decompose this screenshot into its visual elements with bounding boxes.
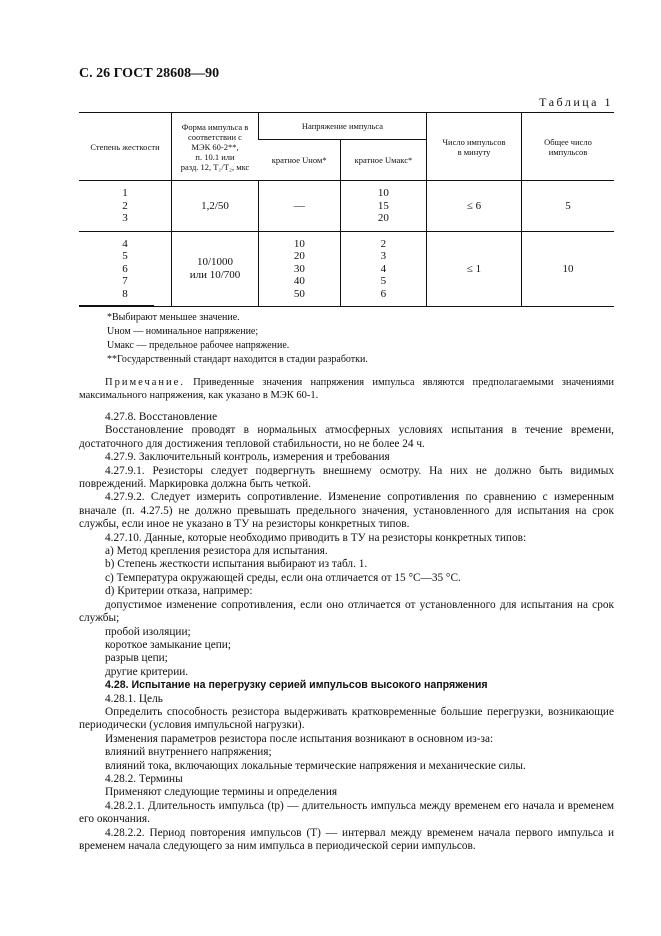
col-header-pulse-shape xyxy=(172,113,259,181)
paragraph: 4.27.10. Данные, которые необходимо приводить в ТУ на резисторы конкретных типов: xyxy=(105,531,527,544)
cell-total: 5 xyxy=(522,181,615,232)
cell-line: 10 xyxy=(293,237,305,250)
cell-line: 4 xyxy=(380,262,387,275)
paragraph: допустимое изменение сопротивления, если оно отличается от установленного для испытания на срок службы; xyxy=(79,598,614,625)
header-line: Общее число xyxy=(544,136,592,147)
cell-line: 2 xyxy=(122,199,128,212)
cell-total: 10 xyxy=(522,231,615,307)
paragraph: 4.28.2.2. Период повторения импульсов (T) — интервал между временем начала первого импульса и временем начала следующего за ним импульса в периодической серии импульсов. xyxy=(79,826,614,852)
footnote-3: Uмакс — предельное рабочее напряжение. xyxy=(107,340,290,351)
paragraph: пробой изоляции; xyxy=(105,625,191,638)
header-line: МЭК 60-2**, xyxy=(191,141,239,152)
paragraph: короткое замыкание цепи; xyxy=(105,638,231,651)
header-line: разд. 12, T₁/T₂, мкс xyxy=(180,161,250,172)
cell-severity xyxy=(79,181,172,232)
col-header-unom: кратное Uном* xyxy=(259,140,341,181)
paragraph: 4.27.9.2. Следует измерить сопротивление. Изменение сопротивления по сравнению с измеренным вначале (п. 4.27.5) не должно превышать предельного значения, установленного для испытания на срок службы, если иное не указано в ТУ на резисторы конкретных типов. xyxy=(79,491,614,531)
cell-line: 8 xyxy=(122,287,128,300)
table-row xyxy=(79,231,614,307)
cell-line: 3 xyxy=(380,250,387,262)
cell-line: — xyxy=(293,199,305,212)
cell-line: 6 xyxy=(122,262,128,275)
paragraph: c) Температура окружающей среды, если она отличается от 15 °С—35 °С. xyxy=(105,571,461,584)
table-caption: Таблица 1 xyxy=(539,95,613,109)
cell-line: 15 xyxy=(377,199,389,212)
page-header: С. 26 ГОСТ 28608—90 xyxy=(79,66,220,81)
paragraph: Восстановление проводят в нормальных атмосферных условиях испытания в течение времени, достаточного для достижения тепловой стабильности, но не более 24 ч. xyxy=(79,424,614,450)
col-header-severity: Степень жесткости xyxy=(79,113,172,181)
section-heading: 4.28. Испытание на перегрузку серией импульсов высокого напряжения xyxy=(105,679,488,692)
cell-unom xyxy=(259,231,341,307)
body-text xyxy=(79,411,614,853)
cell-line: 3 xyxy=(122,212,128,224)
cell-line: 10/1000 xyxy=(196,256,234,269)
cell-severity xyxy=(79,231,172,307)
paragraph: a) Метод крепления резистора для испытания. xyxy=(105,545,328,558)
cell-line: 30 xyxy=(293,262,305,275)
col-header-total-pulses xyxy=(522,113,615,181)
cell-umax xyxy=(340,231,426,307)
header-line: соответствии с xyxy=(188,131,242,142)
cell-unom xyxy=(259,181,341,232)
footnote-1: *Выбирают меньшее значение. xyxy=(107,312,240,323)
paragraph: другие критерии. xyxy=(105,665,189,678)
cell-line: 40 xyxy=(293,275,305,287)
header-line: Форма импульса в xyxy=(181,121,249,132)
paragraph: 4.27.9.1. Резисторы следует подвергнуть внешнему осмотру. На них не должно быть видимых повреждений. Маркировка должна быть четкой. xyxy=(79,464,614,491)
footnote-4: **Государственный стандарт находится в стадии разработки. xyxy=(107,354,368,365)
paragraph: Применяют следующие термины и определения xyxy=(105,786,338,799)
header-line: Число импульсов xyxy=(442,136,506,147)
header-line: импульсов xyxy=(548,146,588,157)
cell-line: 50 xyxy=(293,287,305,300)
cell-line: 5 xyxy=(380,275,387,287)
note-label: Примечание. xyxy=(105,377,185,388)
paragraph: b) Степень жесткости испытания выбирают из табл. 1. xyxy=(105,558,368,571)
col-header-pulse-voltage: Напряжение импульса xyxy=(259,113,427,140)
cell-umax xyxy=(340,181,426,232)
paragraph: 4.28.2. Термины xyxy=(105,772,183,785)
cell-per-minute: ≤ 6 xyxy=(427,181,522,232)
footnote-rule xyxy=(79,305,154,306)
cell-line: 20 xyxy=(377,212,389,224)
test-severity-table xyxy=(79,112,614,307)
cell-line: 4 xyxy=(122,237,128,250)
cell-line: 10 xyxy=(377,187,389,199)
paragraph: 4.28.2.1. Длительность импульса (tp) — длительность импульса между временем его начала и временем его окончания. xyxy=(79,799,614,826)
cell-line: 5 xyxy=(122,250,128,262)
cell-pulse-shape xyxy=(172,181,259,232)
col-header-umax: кратное Uмакс* xyxy=(340,140,426,181)
cell-line: 20 xyxy=(293,250,305,262)
cell-per-minute: ≤ 1 xyxy=(427,231,522,307)
cell-line: 6 xyxy=(380,287,387,300)
cell-line: 1,2/50 xyxy=(201,199,229,212)
cell-pulse-shape xyxy=(172,231,259,307)
note-text: Приведенные значения напряжения импульса являются предполагаемыми значениями максимального напряжения, как указано в МЭК 60-1. xyxy=(79,377,614,401)
paragraph: 4.27.9. Заключительный контроль, измерения и требования xyxy=(105,451,390,464)
paragraph: 4.27.8. Восстановление xyxy=(105,411,218,423)
cell-line: или 10/700 xyxy=(189,268,241,281)
footnote-2: Uном — номинальное напряжение; xyxy=(107,326,259,337)
paragraph: влияний тока, включающих локальные термические напряжения и механические силы. xyxy=(105,759,526,772)
cell-line: 1 xyxy=(122,187,128,199)
paragraph: влияний внутреннего напряжения; xyxy=(105,746,272,759)
header-line: в минуту xyxy=(457,146,491,157)
col-header-pulses-per-minute xyxy=(427,113,522,181)
cell-line: 2 xyxy=(380,237,387,250)
header-line: п. 10.1 или xyxy=(195,151,235,162)
cell-line: 7 xyxy=(122,275,128,287)
table-note xyxy=(79,376,614,402)
paragraph: Определить способность резистора выдерживать кратковременные большие перегрузки, возникающие периодически (условия импульсной нагрузки). xyxy=(79,705,614,732)
paragraph: Изменения параметров резистора после испытания возникают в основном из-за: xyxy=(105,732,494,745)
paragraph: разрыв цепи; xyxy=(105,652,168,665)
table-row xyxy=(79,181,614,232)
paragraph: d) Критерии отказа, например: xyxy=(105,585,253,598)
paragraph: 4.28.1. Цель xyxy=(105,692,163,705)
